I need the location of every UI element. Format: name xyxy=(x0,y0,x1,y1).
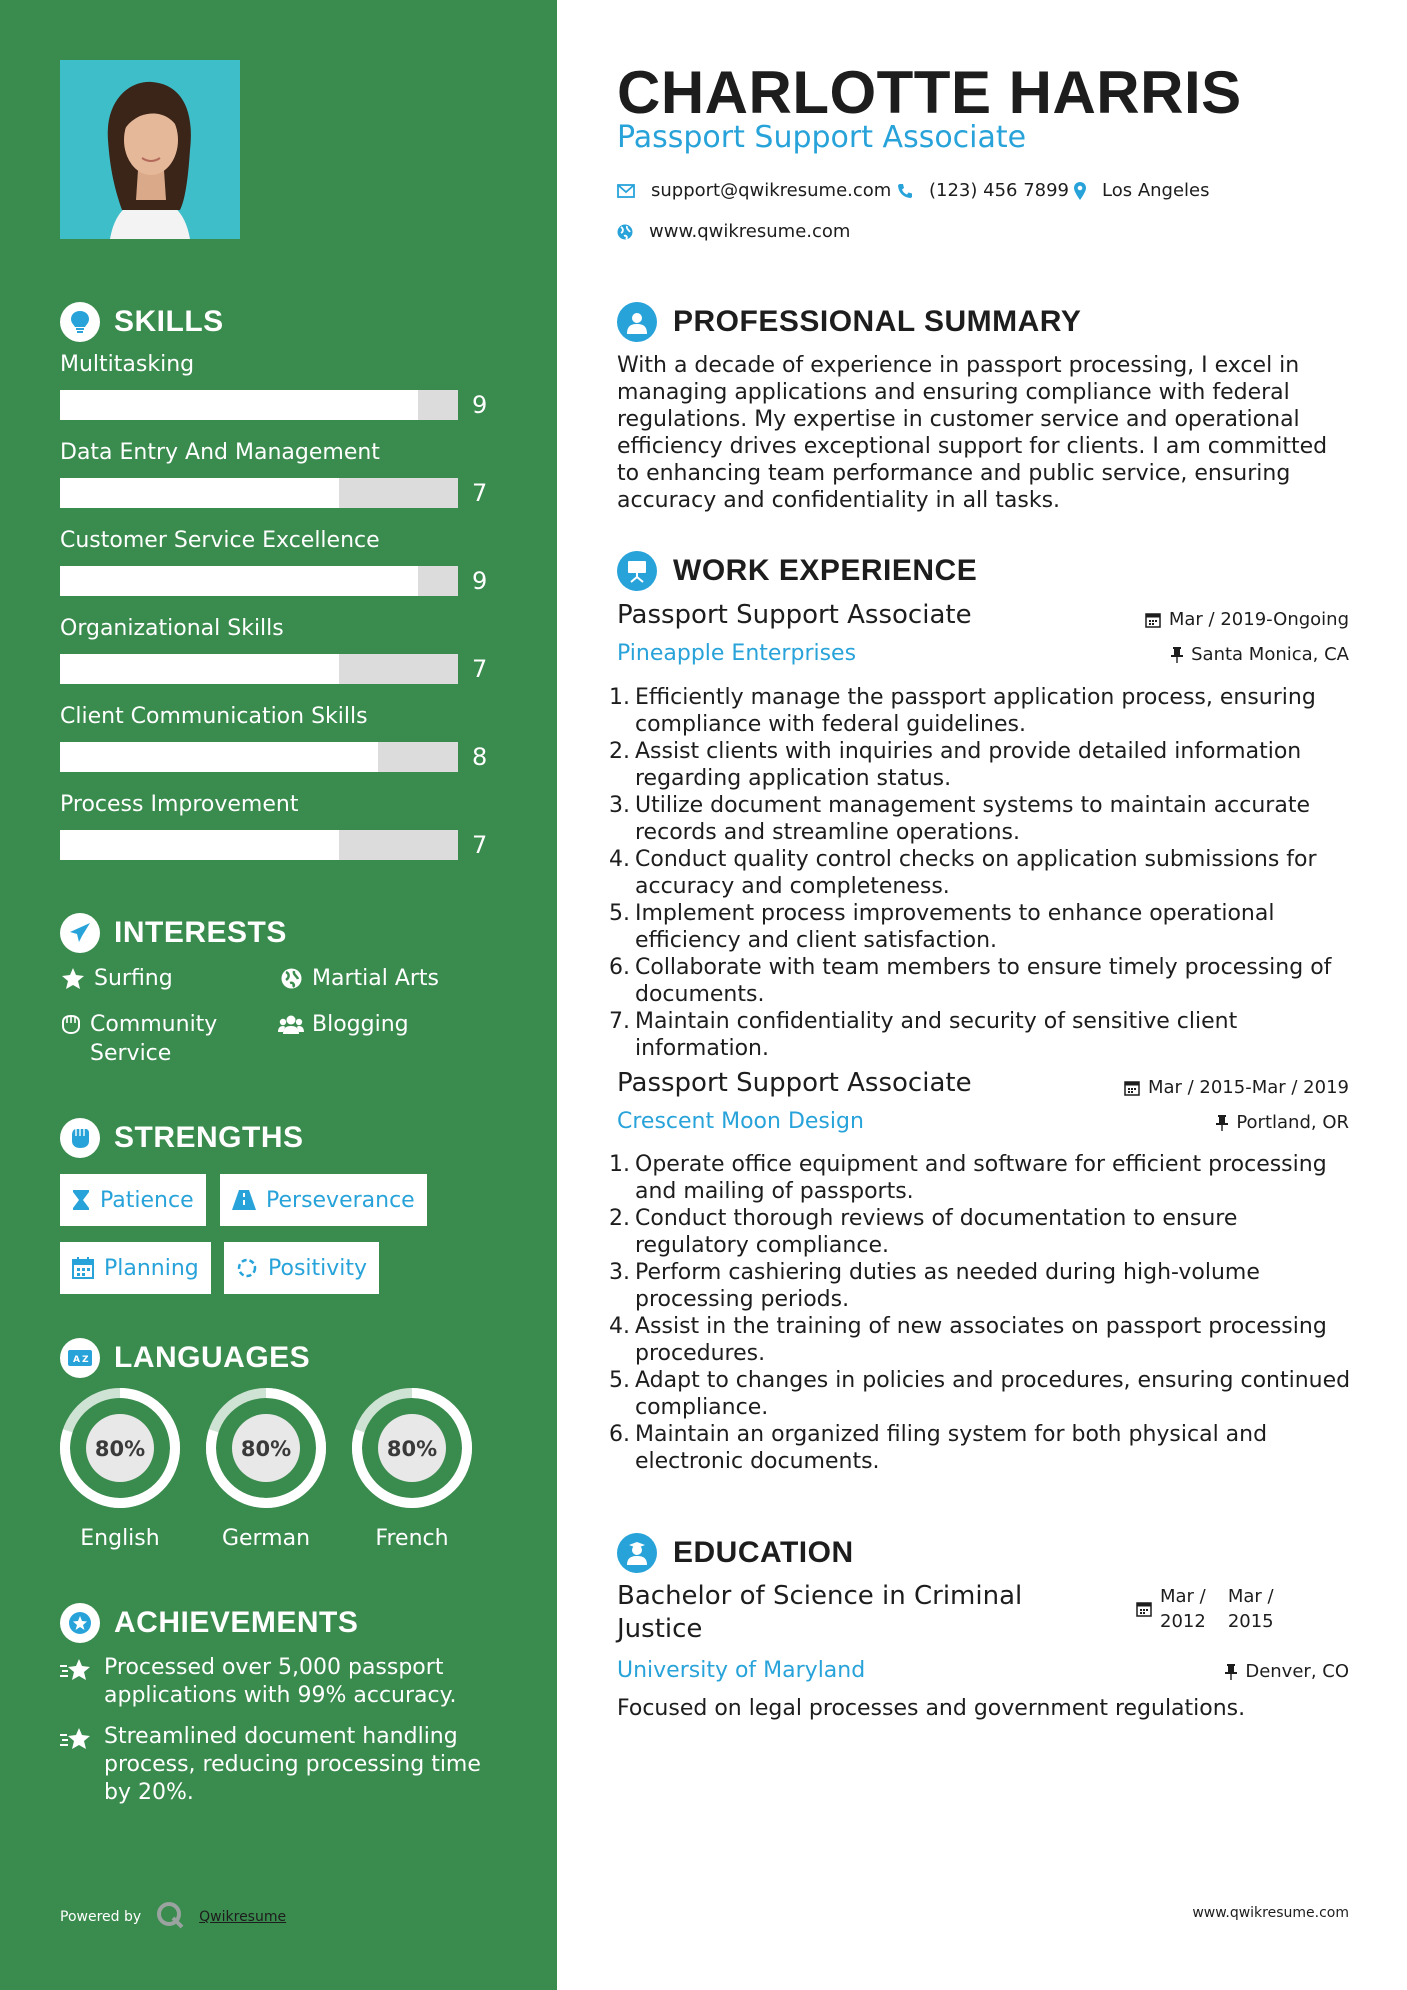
calendar-icon xyxy=(1145,612,1161,628)
phone-icon xyxy=(897,183,913,199)
achievements-title: ACHIEVEMENTS xyxy=(114,1606,359,1639)
education-end-month: Mar / xyxy=(1227,1586,1274,1607)
duty-item: 2. Assist clients with inquiries and provide detailed information regarding application status. xyxy=(609,738,1354,792)
education-location xyxy=(1225,1661,1349,1682)
education-location-text: Denver, CO xyxy=(1245,1661,1349,1682)
duty-item: 5. Implement process improvements to enhance operational efficiency and client satisfaction. xyxy=(609,900,1354,954)
interest-label: Surfing xyxy=(94,966,173,991)
phone-text: (123) 456 7899 xyxy=(929,180,1070,201)
interest-item xyxy=(60,964,173,993)
job-duties-list xyxy=(609,1151,1354,1475)
education-dates xyxy=(1136,1584,1274,1634)
hand-icon xyxy=(60,1010,82,1035)
interest-item xyxy=(278,1010,409,1039)
duty-item: 3. Perform cashiering duties as needed during high-volume processing periods. xyxy=(609,1259,1354,1313)
duty-text: Maintain an organized filing system for both physical and electronic documents. xyxy=(635,1422,1268,1474)
education-description: Focused on legal processes and government regulations. xyxy=(617,1696,1246,1721)
website-text[interactable]: www.qwikresume.com xyxy=(649,221,851,242)
strength-label: Perseverance xyxy=(266,1187,415,1213)
svg-text:A: A xyxy=(73,1355,80,1365)
skill-bar-fill xyxy=(60,654,339,684)
education-start-year: 2012 xyxy=(1160,1611,1206,1632)
candidate-name: CHARLOTTE HARRIS xyxy=(617,59,1242,126)
contact-email xyxy=(617,180,891,201)
duty-text: Adapt to changes in policies and procedures, ensuring continued compliance. xyxy=(635,1368,1351,1420)
skill-score: 7 xyxy=(472,831,488,859)
skills-header xyxy=(60,302,224,342)
skill-name: Data Entry And Management xyxy=(60,440,380,465)
skill-bar xyxy=(60,830,458,860)
svg-text:Z: Z xyxy=(82,1355,89,1365)
interest-label: Community Service xyxy=(90,1012,218,1066)
education-start xyxy=(1160,1584,1206,1634)
skill-bar xyxy=(60,654,458,684)
language-name: English xyxy=(80,1526,160,1551)
calendar-icon xyxy=(72,1257,94,1279)
road-icon xyxy=(232,1190,256,1210)
duty-item: 6. Collaborate with team members to ensure timely processing of documents. xyxy=(609,954,1354,1008)
envelope-icon xyxy=(617,184,635,198)
duty-text: Perform cashiering duties as needed during high-volume processing periods. xyxy=(635,1260,1260,1312)
job-location-text: Portland, OR xyxy=(1236,1112,1349,1133)
skill-item xyxy=(60,528,500,608)
education-end-year: 2015 xyxy=(1227,1611,1274,1632)
contact-phone xyxy=(897,180,1069,201)
job-role: Passport Support Associate xyxy=(617,600,972,630)
skill-bar xyxy=(60,566,458,596)
language-percent: 80% xyxy=(94,1437,146,1461)
language-ring xyxy=(204,1386,328,1510)
lightbulb-icon xyxy=(60,302,100,342)
skill-score: 7 xyxy=(472,479,488,507)
achievement-text: Processed over 5,000 passport applications with 99% accuracy. xyxy=(104,1655,457,1708)
summary-text: With a decade of experience in passport processing, I excel in managing applications and ensuring compliance with federal regulations. My expertise in customer service and operational efficiency drives exceptional support for clients. I am committed to enhancing team performance and public service, ensuring accuracy and confidentiality in all tasks. xyxy=(617,353,1328,513)
skill-item xyxy=(60,704,500,784)
pushpin-icon xyxy=(1225,1664,1237,1680)
skill-name: Multitasking xyxy=(60,352,195,377)
strength-label: Planning xyxy=(104,1255,199,1281)
duty-text: Implement process improvements to enhance operational efficiency and client satisfaction. xyxy=(635,901,1275,953)
language-name: French xyxy=(375,1526,449,1551)
languages-title: LANGUAGES xyxy=(114,1341,311,1374)
strength-label: Patience xyxy=(100,1187,194,1213)
star-icon xyxy=(60,964,86,989)
user-icon xyxy=(617,302,657,342)
globe-icon xyxy=(278,964,304,989)
interests-header xyxy=(60,913,287,953)
strength-chip xyxy=(220,1174,427,1226)
interest-item xyxy=(60,1010,250,1068)
skill-bar xyxy=(60,478,458,508)
powered-by-label: Powered by xyxy=(60,1909,142,1925)
job-location xyxy=(1216,1112,1349,1133)
skill-name: Client Communication Skills xyxy=(60,704,368,729)
education-title: EDUCATION xyxy=(673,1536,854,1569)
duty-text: Efficiently manage the passport application process, ensuring compliance with federal guidelines. xyxy=(635,685,1316,737)
shooting-star-icon xyxy=(60,1723,94,1807)
skill-name: Process Improvement xyxy=(60,792,299,817)
education-header xyxy=(617,1533,854,1573)
job-location-text: Santa Monica, CA xyxy=(1191,644,1349,665)
duty-item: 1. Operate office equipment and software for efficient processing and mailing of passports. xyxy=(609,1151,1354,1205)
languages-header xyxy=(60,1338,310,1378)
strength-chip xyxy=(224,1242,379,1294)
achievement-text: Streamlined document handling process, reducing processing time by 20%. xyxy=(104,1724,481,1805)
skills-title: SKILLS xyxy=(114,305,224,338)
duty-item: 2. Conduct thorough reviews of documentation to ensure regulatory compliance. xyxy=(609,1205,1354,1259)
skill-bar-fill xyxy=(60,478,339,508)
skill-item xyxy=(60,440,500,520)
graduate-icon xyxy=(617,1533,657,1573)
duty-text: Conduct quality control checks on application submissions for accuracy and completeness. xyxy=(635,847,1317,899)
star-badge-icon xyxy=(60,1603,100,1643)
qwikresume-logo-icon xyxy=(155,1900,185,1934)
skill-score: 9 xyxy=(472,567,488,595)
skill-bar-fill xyxy=(60,390,418,420)
language-ring xyxy=(58,1386,182,1510)
map-pin-icon xyxy=(1074,182,1086,200)
duty-item: 3. Utilize document management systems to maintain accurate records and streamline operations. xyxy=(609,792,1354,846)
fist-icon xyxy=(60,1118,100,1158)
interest-item xyxy=(278,964,439,993)
strength-label: Positivity xyxy=(268,1255,368,1281)
duty-text: Collaborate with team members to ensure timely processing of documents. xyxy=(635,955,1332,1007)
duty-text: Assist in the training of new associates on passport processing procedures. xyxy=(635,1314,1327,1366)
job-location xyxy=(1171,644,1349,665)
presenter-icon xyxy=(617,551,657,591)
duty-item: 1. Efficiently manage the passport application process, ensuring compliance with federal guidelines. xyxy=(609,684,1354,738)
language-item xyxy=(58,1386,182,1551)
globe-icon xyxy=(617,224,633,240)
skill-name: Organizational Skills xyxy=(60,616,284,641)
users-icon xyxy=(278,1010,304,1034)
qwikresume-link[interactable]: Qwikresume xyxy=(199,1909,287,1925)
pushpin-icon xyxy=(1171,647,1183,663)
interests-title: INTERESTS xyxy=(114,916,287,949)
strength-chip xyxy=(60,1174,206,1226)
skill-score: 7 xyxy=(472,655,488,683)
skill-bar-fill xyxy=(60,742,378,772)
profile-photo xyxy=(60,60,240,239)
duty-text: Operate office equipment and software for efficient processing and mailing of passports. xyxy=(635,1152,1327,1204)
pushpin-icon xyxy=(1216,1115,1228,1131)
duty-text: Conduct thorough reviews of documentation to ensure regulatory compliance. xyxy=(635,1206,1238,1258)
job-dates xyxy=(1124,1077,1349,1098)
skill-score: 9 xyxy=(472,391,488,419)
job-company: Crescent Moon Design xyxy=(617,1109,864,1134)
job-company: Pineapple Enterprises xyxy=(617,641,857,666)
language-icon xyxy=(60,1338,100,1378)
skill-bar-fill xyxy=(60,566,418,596)
summary-header xyxy=(617,302,1081,342)
hourglass-icon xyxy=(72,1189,90,1211)
language-item xyxy=(204,1386,328,1551)
language-percent: 80% xyxy=(386,1437,438,1461)
language-item xyxy=(350,1386,474,1551)
education-start-month: Mar / xyxy=(1160,1586,1206,1607)
duty-item: 5. Adapt to changes in policies and procedures, ensuring continued compliance. xyxy=(609,1367,1354,1421)
language-ring xyxy=(350,1386,474,1510)
job-role: Passport Support Associate xyxy=(617,1068,972,1098)
strengths-title: STRENGTHS xyxy=(114,1121,304,1154)
paper-plane-icon xyxy=(60,913,100,953)
language-name: German xyxy=(221,1526,311,1551)
skill-item xyxy=(60,352,500,432)
experience-title: WORK EXPERIENCE xyxy=(673,554,978,587)
sidebar xyxy=(0,0,557,1990)
location-text: Los Angeles xyxy=(1102,180,1210,201)
spinner-icon xyxy=(236,1257,258,1279)
footer-url[interactable]: www.qwikresume.com xyxy=(1192,1905,1349,1921)
interest-label: Blogging xyxy=(312,1012,409,1037)
strength-chip xyxy=(60,1242,211,1294)
education-school: University of Maryland xyxy=(617,1658,866,1683)
achievement-item xyxy=(60,1654,510,1710)
calendar-icon xyxy=(1124,1080,1140,1096)
skill-score: 8 xyxy=(472,743,488,771)
summary-title: PROFESSIONAL SUMMARY xyxy=(673,305,1082,338)
job-dates-text: Mar / 2015-Mar / 2019 xyxy=(1147,1077,1349,1098)
skill-bar xyxy=(60,390,458,420)
skill-name: Customer Service Excellence xyxy=(60,528,380,553)
candidate-title: Passport Support Associate xyxy=(617,120,1027,155)
duty-item: 4. Assist in the training of new associates on passport processing procedures. xyxy=(609,1313,1354,1367)
duty-text: Utilize document management systems to maintain accurate records and streamline operations. xyxy=(635,793,1310,845)
skill-bar xyxy=(60,742,458,772)
job-dates-text: Mar / 2019-Ongoing xyxy=(1168,609,1349,630)
contact-location xyxy=(1074,180,1210,201)
education-degree: Bachelor of Science in Criminal Justice xyxy=(617,1581,1023,1644)
powered-by xyxy=(60,1900,286,1934)
contact-website xyxy=(617,221,850,242)
calendar-icon xyxy=(1136,1601,1152,1617)
job-duties-list xyxy=(609,684,1354,1062)
duty-item: 4. Conduct quality control checks on application submissions for accuracy and completeness. xyxy=(609,846,1354,900)
experience-header xyxy=(617,551,977,591)
skill-item xyxy=(60,792,500,872)
achievements-header xyxy=(60,1603,358,1643)
education-end xyxy=(1228,1584,1274,1634)
skill-item xyxy=(60,616,500,696)
interest-label: Martial Arts xyxy=(312,966,440,991)
strengths-header xyxy=(60,1118,304,1158)
duty-item: 6. Maintain an organized filing system for both physical and electronic documents. xyxy=(609,1421,1354,1475)
job-dates xyxy=(1145,609,1349,630)
achievement-item xyxy=(60,1723,510,1807)
duty-text: Maintain confidentiality and security of sensitive client information. xyxy=(635,1009,1238,1061)
duty-item: 7. Maintain confidentiality and security of sensitive client information. xyxy=(609,1008,1354,1062)
language-percent: 80% xyxy=(240,1437,292,1461)
shooting-star-icon xyxy=(60,1654,94,1710)
skill-bar-fill xyxy=(60,830,339,860)
duty-text: Assist clients with inquiries and provide detailed information regarding application status. xyxy=(635,739,1302,791)
email-text[interactable]: support@qwikresume.com xyxy=(651,180,892,201)
